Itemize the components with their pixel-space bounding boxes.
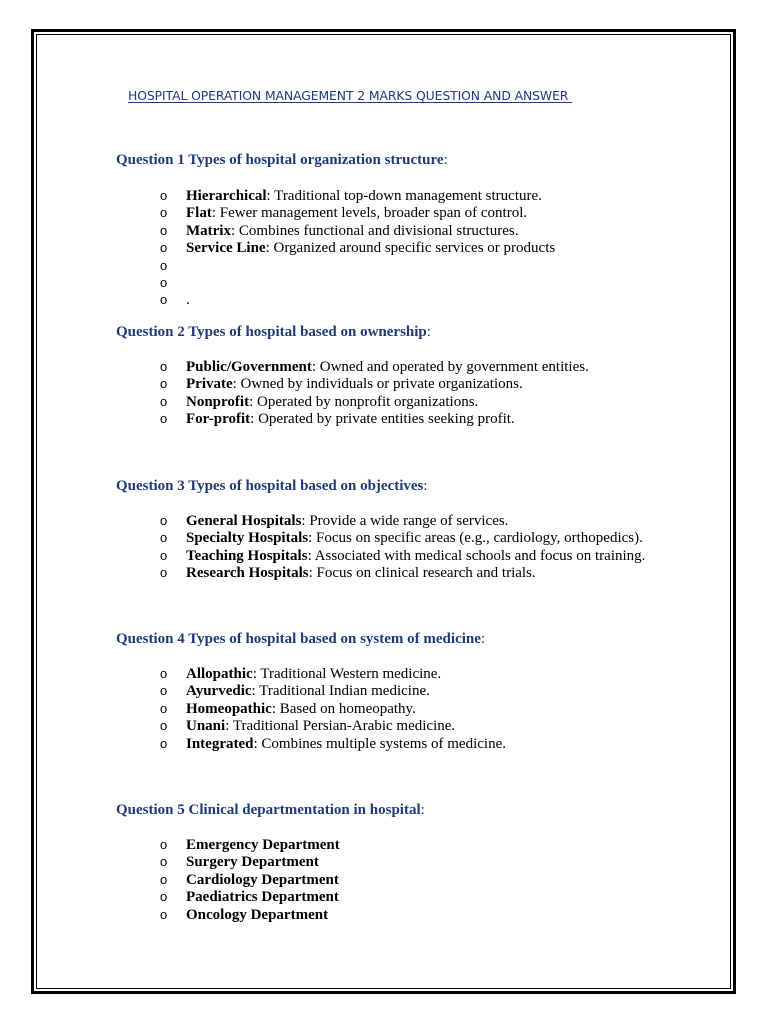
item-description: : Traditional Persian-Arabic medicine. (225, 718, 456, 735)
bullet-icon: o (160, 376, 168, 392)
item-description: : Based on homeopathy. (271, 700, 416, 717)
bullet-icon: o (160, 513, 168, 528)
list-item (160, 393, 589, 410)
document-title: HOSPITAL OPERATION MANAGEMENT 2 MARKS QUESTION AND ANSWER (128, 88, 573, 103)
heading-colon: : (420, 802, 425, 818)
heading-colon: : (480, 631, 486, 647)
item-term: Service Line (186, 240, 266, 257)
bullet-icon: o (160, 274, 168, 290)
question-heading-text: Question 1 Types of hospital organization structure (116, 152, 444, 168)
item-term: Allopathic (186, 666, 253, 682)
heading-colon: : (426, 324, 431, 340)
list-item (160, 274, 555, 291)
item-description: : Combines functional and divisional structures. (230, 222, 519, 239)
question-3-heading (116, 478, 428, 495)
item-term: General Hospitals (186, 513, 302, 529)
item-term: Unani (186, 718, 226, 735)
item-description: : Associated with medical schools and focus on training. (307, 547, 646, 564)
question-heading-text: Question 3 Types of hospital based on objectives (116, 478, 424, 494)
bullet-icon: o (160, 547, 168, 563)
list-item (160, 665, 506, 682)
question-2-heading (116, 324, 431, 341)
item-term: Matrix (186, 222, 231, 239)
question-1-list (160, 187, 555, 309)
item-term: For-profit (186, 411, 251, 428)
list-item (160, 222, 555, 239)
item-description: . (186, 292, 190, 309)
list-item (160, 547, 645, 564)
item-description: : Traditional Western medicine. (252, 666, 442, 682)
bullet-icon: o (160, 393, 168, 409)
bullet-icon: o (160, 718, 168, 734)
item-term: Surgery Department (186, 854, 319, 871)
list-item (160, 512, 645, 529)
question-2-list (160, 358, 589, 428)
list-item (160, 853, 340, 870)
item-description: : Traditional Indian medicine. (251, 683, 430, 700)
question-1-heading (116, 152, 448, 169)
bullet-icon: o (160, 292, 168, 308)
list-item (160, 735, 506, 752)
list-item (160, 906, 340, 923)
bullet-icon: o (160, 188, 168, 203)
item-term: Cardiology Department (186, 871, 339, 888)
item-description: : Focus on clinical research and trials. (308, 565, 536, 582)
item-term: Paediatrics Department (186, 889, 339, 906)
question-heading-text: Question 5 Clinical departmentation in hospital (116, 802, 421, 818)
list-item (160, 717, 506, 734)
bullet-icon: o (160, 735, 168, 751)
item-description: : Fewer management levels, broader span of control. (211, 205, 528, 222)
item-term: Emergency Department (186, 837, 340, 853)
list-item (160, 888, 340, 905)
item-term: Oncology Department (186, 906, 329, 923)
bullet-icon: o (160, 205, 168, 221)
item-term: Teaching Hospitals (186, 547, 308, 564)
bullet-icon: o (160, 854, 168, 870)
list-item (160, 239, 555, 256)
item-term: Nonprofit (186, 393, 250, 410)
bullet-icon: o (160, 700, 168, 716)
heading-colon: : (423, 478, 428, 494)
list-item (160, 700, 506, 717)
item-description: : Focus on specific areas (e.g., cardiology, orthopedics). (308, 530, 643, 547)
list-item (160, 358, 589, 375)
item-description: : Owned and operated by government entities. (311, 359, 589, 375)
list-item (160, 529, 645, 546)
list-item (160, 204, 555, 221)
bullet-icon: o (160, 222, 168, 238)
bullet-icon: o (160, 666, 168, 681)
question-5-list (160, 836, 340, 923)
item-description: : Operated by private entities seeking profit. (250, 411, 515, 428)
item-description: : Owned by individuals or private organizations. (232, 376, 523, 393)
list-item (160, 564, 645, 581)
list-item (160, 375, 589, 392)
list-item (160, 257, 555, 274)
bullet-icon: o (160, 359, 168, 374)
item-term: Homeopathic (186, 700, 272, 717)
bullet-icon: o (160, 530, 168, 546)
question-heading-text: Question 2 Types of hospital based on ownership (116, 324, 427, 340)
bullet-icon: o (160, 411, 168, 427)
item-description: : Operated by nonprofit organizations. (249, 393, 479, 410)
item-description: : Traditional top-down management structure. (266, 188, 542, 204)
bullet-icon: o (160, 683, 168, 699)
question-3-list (160, 512, 645, 582)
item-term: Ayurvedic (186, 683, 252, 700)
question-heading-text: Question 4 Types of hospital based on system of medicine (116, 631, 481, 647)
item-term: Specialty Hospitals (186, 530, 309, 547)
item-term: Private (186, 376, 233, 393)
bullet-icon: o (160, 906, 168, 922)
item-description: : Organized around specific services or products (265, 240, 556, 257)
bullet-icon: o (160, 871, 168, 887)
question-4-list (160, 665, 506, 752)
bullet-icon: o (160, 837, 168, 852)
list-item (160, 682, 506, 699)
item-description: : Combines multiple systems of medicine. (253, 735, 506, 752)
question-4-heading (116, 631, 485, 648)
item-term: Research Hospitals (186, 565, 309, 582)
list-item (160, 836, 340, 853)
heading-colon: : (443, 152, 448, 168)
item-term: Integrated (186, 735, 254, 752)
item-description: : Provide a wide range of services. (301, 513, 509, 529)
item-term: Flat (186, 205, 212, 222)
item-term: Public/Government (186, 359, 312, 375)
item-term: Hierarchical (186, 188, 267, 204)
bullet-icon: o (160, 889, 168, 905)
question-5-heading (116, 802, 425, 819)
bullet-icon: o (160, 565, 168, 581)
list-item (160, 291, 555, 308)
list-item (160, 410, 589, 427)
list-item (160, 871, 340, 888)
bullet-icon: o (160, 257, 168, 273)
bullet-icon: o (160, 240, 168, 256)
list-item (160, 187, 555, 204)
